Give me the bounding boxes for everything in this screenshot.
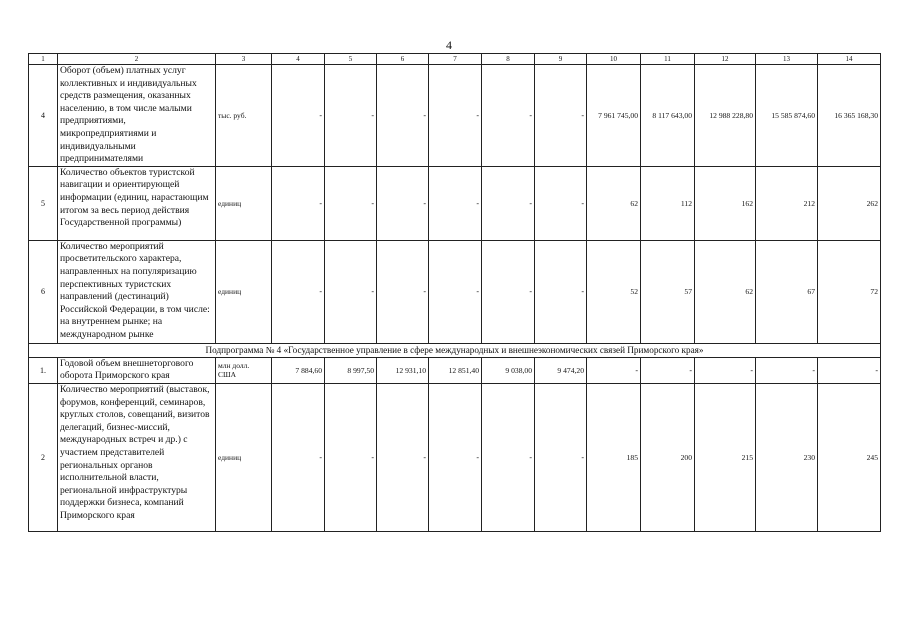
column-number: 6 [377, 54, 429, 65]
column-number: 4 [272, 54, 325, 65]
value-cell: 67 [756, 240, 818, 343]
value-cell: 262 [818, 166, 881, 240]
table-row [29, 383, 881, 531]
value-cell: - [429, 65, 482, 167]
column-number: 8 [482, 54, 535, 65]
value-cell: 162 [695, 166, 756, 240]
unit-of-measure: единиц [216, 166, 272, 240]
value-cell: - [482, 166, 535, 240]
value-cell: - [325, 166, 377, 240]
indicator-name: Количество объектов туристской навигации и ориентирующей информации (единиц, нарастающим итогом за весь период действия Государственной программы) [58, 166, 216, 240]
value-cell: - [641, 357, 695, 383]
value-cell: - [377, 65, 429, 167]
value-cell: - [535, 383, 587, 531]
row-number: 6 [29, 240, 58, 343]
indicator-name: Оборот (объем) платных услуг коллективных и индивидуальных средств размещения, оказанных населению, в том числе малыми предприятиями, микропредприятиями и индивидуальными предпринимателями [58, 65, 216, 167]
value-cell: - [818, 357, 881, 383]
value-cell: 15 585 874,60 [756, 65, 818, 167]
value-cell: 8 997,50 [325, 357, 377, 383]
row-number: 1. [29, 357, 58, 383]
value-cell: - [377, 383, 429, 531]
value-cell: - [272, 166, 325, 240]
unit-of-measure: единиц [216, 240, 272, 343]
value-cell: 62 [587, 166, 641, 240]
value-cell: - [587, 357, 641, 383]
value-cell: 12 851,40 [429, 357, 482, 383]
value-cell: 185 [587, 383, 641, 531]
indicator-name: Количество мероприятий просветительского характера, направленных на популяризацию перспективных туристских направлений (дестинаций) Российской Федерации, в том числе: на внутреннем рынке; на международном рынке [58, 240, 216, 343]
row-number: 4 [29, 65, 58, 167]
value-cell: - [429, 166, 482, 240]
column-number-row [29, 54, 881, 65]
column-number: 5 [325, 54, 377, 65]
indicator-name: Годовой объем внешнеторгового оборота Приморского края [58, 357, 216, 383]
indicator-name: Количество мероприятий (выставок, форумов, конференций, семинаров, круглых столов, совещаний, визитов делегаций, бизнес-миссий, международных встреч и др.) с участием представителей региональных органов исполнительной власти, региональной инфраструктуры поддержки бизнеса, компаний Приморского края [58, 383, 216, 531]
value-cell: 200 [641, 383, 695, 531]
indicators-table [28, 53, 881, 532]
value-cell: 9 038,00 [482, 357, 535, 383]
value-cell: - [429, 240, 482, 343]
subprogram-title: Подпрограмма № 4 «Государственное управление в сфере международных и внешнеэкономических связей Приморского края» [29, 343, 881, 357]
value-cell: - [272, 383, 325, 531]
value-cell: - [325, 383, 377, 531]
column-number: 3 [216, 54, 272, 65]
value-cell: - [482, 65, 535, 167]
column-number: 9 [535, 54, 587, 65]
value-cell: - [756, 357, 818, 383]
table-row [29, 240, 881, 343]
column-number: 13 [756, 54, 818, 65]
value-cell: - [325, 240, 377, 343]
value-cell: - [272, 240, 325, 343]
table-row [29, 65, 881, 167]
value-cell: - [482, 240, 535, 343]
value-cell: 212 [756, 166, 818, 240]
value-cell: - [272, 65, 325, 167]
value-cell: - [535, 240, 587, 343]
table-row [29, 357, 881, 383]
column-number: 11 [641, 54, 695, 65]
value-cell: 57 [641, 240, 695, 343]
value-cell: 112 [641, 166, 695, 240]
value-cell: - [482, 383, 535, 531]
page-number: 4 [446, 38, 452, 52]
value-cell: - [377, 166, 429, 240]
table-row [29, 166, 881, 240]
value-cell: 62 [695, 240, 756, 343]
value-cell: - [535, 65, 587, 167]
value-cell: - [377, 240, 429, 343]
value-cell: 12 988 228,80 [695, 65, 756, 167]
value-cell: - [429, 383, 482, 531]
value-cell: 7 961 745,00 [587, 65, 641, 167]
column-number: 12 [695, 54, 756, 65]
column-number: 14 [818, 54, 881, 65]
value-cell: 230 [756, 383, 818, 531]
row-number: 5 [29, 166, 58, 240]
value-cell: 215 [695, 383, 756, 531]
column-number: 2 [58, 54, 216, 65]
value-cell: 72 [818, 240, 881, 343]
column-number: 7 [429, 54, 482, 65]
column-number: 10 [587, 54, 641, 65]
column-number: 1 [29, 54, 58, 65]
unit-of-measure: млн долл. США [216, 357, 272, 383]
row-number: 2 [29, 383, 58, 531]
unit-of-measure: единиц [216, 383, 272, 531]
unit-of-measure: тыс. руб. [216, 65, 272, 167]
value-cell: - [535, 166, 587, 240]
value-cell: 245 [818, 383, 881, 531]
value-cell: - [695, 357, 756, 383]
value-cell: 8 117 643,00 [641, 65, 695, 167]
subprogram-row [29, 343, 881, 357]
value-cell: 7 884,60 [272, 357, 325, 383]
value-cell: 12 931,10 [377, 357, 429, 383]
value-cell: - [325, 65, 377, 167]
value-cell: 9 474,20 [535, 357, 587, 383]
value-cell: 52 [587, 240, 641, 343]
value-cell: 16 365 168,30 [818, 65, 881, 167]
